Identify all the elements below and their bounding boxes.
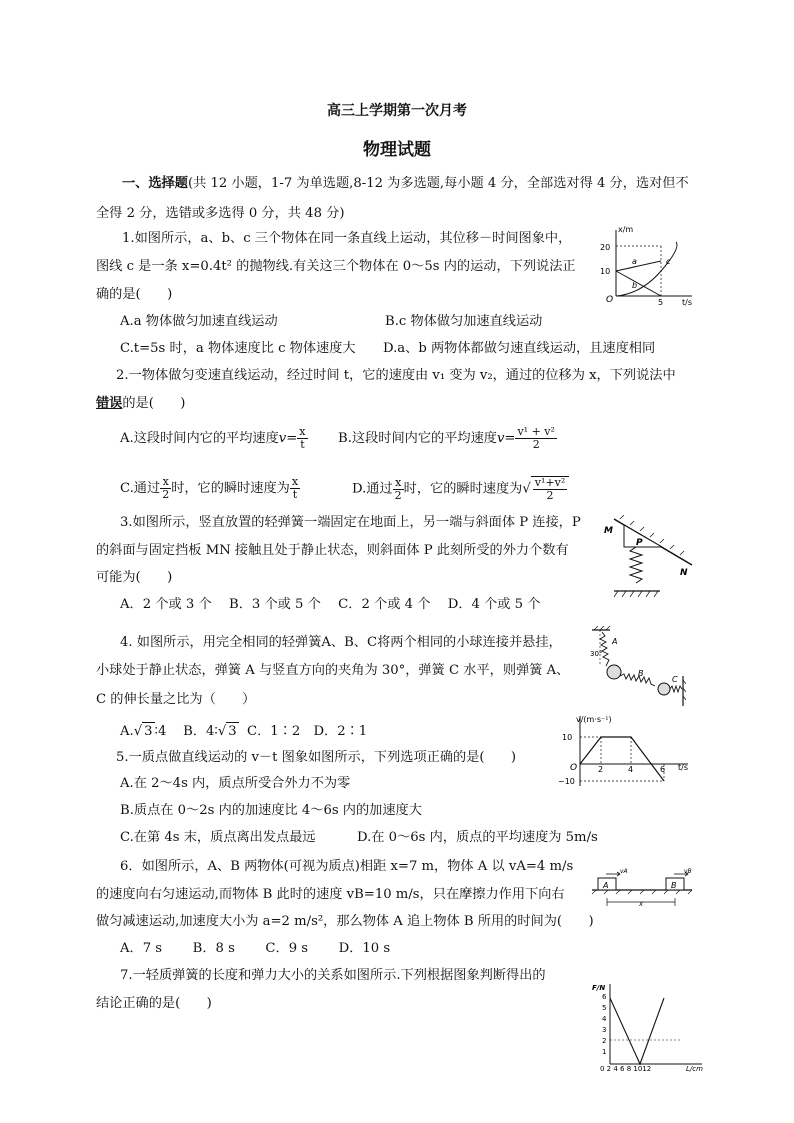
- q5-ylabel: v/(m·s⁻¹): [576, 715, 612, 724]
- q3-line2: 的斜面与固定挡板 MN 接触且处于静止状态，则斜面体 P 此刻所受的外力个数有: [96, 543, 569, 558]
- q3-options: A．2 个或 3 个 B．3 个或 5 个 C．2 个或 4 个 D．4 个或 5 个: [120, 597, 541, 612]
- q4-options: A.√ 3 ∶4 B．4∶√ 3 C．1∶2 D．2∶1: [120, 724, 368, 739]
- q1-option-d: D.a、b 两物体都做匀速直线运动，且速度相同: [383, 341, 656, 356]
- q6-options: A．7 s B．8 s C．9 s D．10 s: [120, 941, 391, 956]
- section-desc-1: (共 12 小题，1-7 为单选题,8-12 为多选题,每小题 4 分，全部选对得 4 分，选对但不: [187, 176, 689, 191]
- q1-tick-10: 10: [600, 267, 611, 276]
- q1-line3: 确的是( ): [96, 287, 173, 302]
- q6-blocks-figure: [590, 866, 694, 908]
- q1-label-c: c: [666, 257, 671, 266]
- q4-spring-a: [600, 632, 609, 666]
- q7-ytick-4: 4: [602, 1015, 607, 1023]
- q7-xlabel: L/cm: [686, 1065, 703, 1072]
- q1-line1: 1.如图所示，a、b、c 三个物体在同一条直线上运动，其位移－时间图象中，: [122, 231, 572, 246]
- q7-ytick-5: 5: [602, 1004, 607, 1012]
- q5-tick-neg10: −10: [558, 777, 575, 786]
- q5-velocity-line: [580, 737, 664, 781]
- q5-tick-6: 6: [660, 765, 666, 774]
- exam-subtitle: 物理试题: [363, 140, 431, 160]
- q4-spring-c: [670, 686, 682, 692]
- q3-label-n: N: [680, 568, 688, 578]
- q6-line1: 6．如图所示，A、B 两物体(可视为质点)相距 x=7 m，物体 A 以 vA=4 m/s: [120, 859, 574, 874]
- q2-option-c: C.通过 $\frac{x}{2}$ 时，它的瞬时速度为 $\frac{x}{t}$: [120, 475, 299, 501]
- section-desc-2: 全得 2 分，选错或多选得 0 分，共 48 分): [96, 206, 345, 221]
- q1-line-a: [616, 261, 661, 271]
- q3-line1: 3.如图所示，竖直放置的轻弹簧一端固定在地面上，另一端与斜面体 P 连接，P: [120, 515, 581, 530]
- q7-line1: 7.一轻质弹簧的长度和弹力大小的关系如图所示.下列根据图象判断得出的: [120, 968, 546, 983]
- q7-ytick-1: 1: [602, 1048, 607, 1056]
- q1-origin: O: [606, 295, 614, 305]
- q1-tick-5: 5: [658, 298, 664, 306]
- section-label: 一、选择题: [122, 176, 188, 191]
- q4-angle: 30°: [590, 650, 603, 658]
- q4-line1: 4. 如图所示，用完全相同的轻弹簧A、B、C将两个相同的小球连接并悬挂，: [120, 635, 562, 650]
- q7-line2: 结论正确的是( ): [96, 996, 212, 1011]
- q1-tick-20: 20: [600, 243, 611, 252]
- q1-label-b: b: [632, 281, 638, 290]
- q4-springs-figure: [590, 626, 686, 712]
- q2-line2: 错误的是( ): [96, 396, 186, 411]
- q5-option-a: A.在 2～4s 内，质点所受合外力不为零: [120, 776, 351, 791]
- q2-option-d: D.通过 $\frac{x}{2}$ 时，它的瞬时速度为√ $\frac{\text{v¹+v²}}{2}$: [352, 476, 569, 502]
- q3-spring-wedge-figure: [600, 515, 694, 607]
- q4-line3: C 的伸长量之比为（ ）: [96, 692, 256, 707]
- q1-option-a: A.a 物体做匀加速直线运动: [120, 314, 278, 329]
- q6-line3: 做匀减速运动,加速度大小为 a=2 m/s²，那么物体 A 追上物体 B 所用的时间为( ): [96, 914, 594, 929]
- q6-label-vb: vB: [684, 868, 692, 875]
- q1-xlabel: t/s: [682, 298, 692, 306]
- q7-xticks: 0 2 4 6 8 1012: [600, 1065, 652, 1072]
- q7-ytick-2: 2: [602, 1037, 607, 1045]
- q3-spring: [630, 547, 642, 583]
- q3-label-p: P: [636, 538, 643, 548]
- q6-label-va: vA: [620, 868, 628, 875]
- q5-origin: O: [570, 763, 578, 773]
- q7-ytick-6: 6: [602, 993, 607, 1001]
- q5-xlabel: t/s: [678, 763, 688, 772]
- q5-tick-4: 4: [628, 765, 634, 774]
- q2-line1: 2.一物体做匀变速直线运动，经过时间 t，它的速度由 v₁ 变为 v₂，通过的位移为 x，下列说法中: [116, 368, 676, 383]
- q2-wrong: 错误: [96, 396, 123, 411]
- q4-label-b: B: [638, 669, 644, 678]
- q1-xt-graph: [596, 224, 696, 306]
- q4-ball-2: [658, 683, 670, 695]
- q5-tick-10: 10: [562, 733, 573, 742]
- q3-line3: 可能为( ): [96, 570, 173, 585]
- q1-label-a: a: [632, 257, 637, 266]
- q6-label-b: B: [671, 881, 677, 890]
- q2-option-b: B.这段时间内它的平均速度v= $\frac{\text{v¹ + v²}}{2}$: [338, 425, 555, 451]
- q5-option-b: B.质点在 0～2s 内的加速度比 4～6s 内的加速度大: [120, 803, 422, 818]
- q5-line1: 5.一质点做直线运动的 v－t 图象如图所示，下列选项正确的是( ): [116, 750, 517, 765]
- q2-option-a: A.这段时间内它的平均速度v= $\frac{x}{t}$: [120, 425, 306, 451]
- q7-ytick-3: 3: [602, 1026, 607, 1034]
- q6-label-a: A: [603, 881, 609, 890]
- q4-label-c: C: [672, 675, 678, 684]
- exam-title: 高三上学期第一次月考: [327, 103, 467, 119]
- q5-vt-graph: [556, 712, 696, 790]
- q7-ylabel: F/N: [592, 984, 606, 992]
- q4-ball-1: [607, 665, 621, 679]
- q1-option-c: C.t=5s 时，a 物体速度比 c 物体速度大: [120, 341, 356, 356]
- q2-b-frac: $\frac{\text{v¹ + v²}}{2}$: [517, 425, 555, 451]
- q4-line2: 小球处于静止状态，弹簧 A 与竖直方向的夹角为 30°，弹簧 C 水平，则弹簧 A、: [96, 663, 570, 678]
- q3-label-m: M: [604, 526, 613, 536]
- q7-force-line: [610, 998, 664, 1064]
- q6-line2: 的速度向右匀速运动,而物体 B 此时的速度 vB=10 m/s，只在摩擦力作用下向右: [96, 887, 565, 902]
- q5-tick-2: 2: [598, 765, 604, 774]
- q1-line2: 图线 c 是一条 x=0.4t² 的抛物线.有关这三个物体在 0～5s 内的运动，下列说法正: [96, 259, 576, 274]
- q1-option-b: B.c 物体做匀加速直线运动: [385, 314, 543, 329]
- q1-ylabel: x/m: [618, 225, 634, 234]
- q7-force-length-graph: [590, 980, 710, 1072]
- q5-option-d: D.在 0～6s 内，质点的平均速度为 5m/s: [357, 830, 598, 845]
- q1-line-b: [616, 271, 661, 296]
- section-header: [122, 175, 689, 193]
- q5-option-c: C.在第 4s 末，质点离出发点最远: [120, 830, 316, 845]
- q2-a-frac: $\frac{x}{t}$: [299, 425, 306, 451]
- q6-label-x: x: [639, 900, 644, 908]
- q4-label-a: A: [612, 637, 618, 646]
